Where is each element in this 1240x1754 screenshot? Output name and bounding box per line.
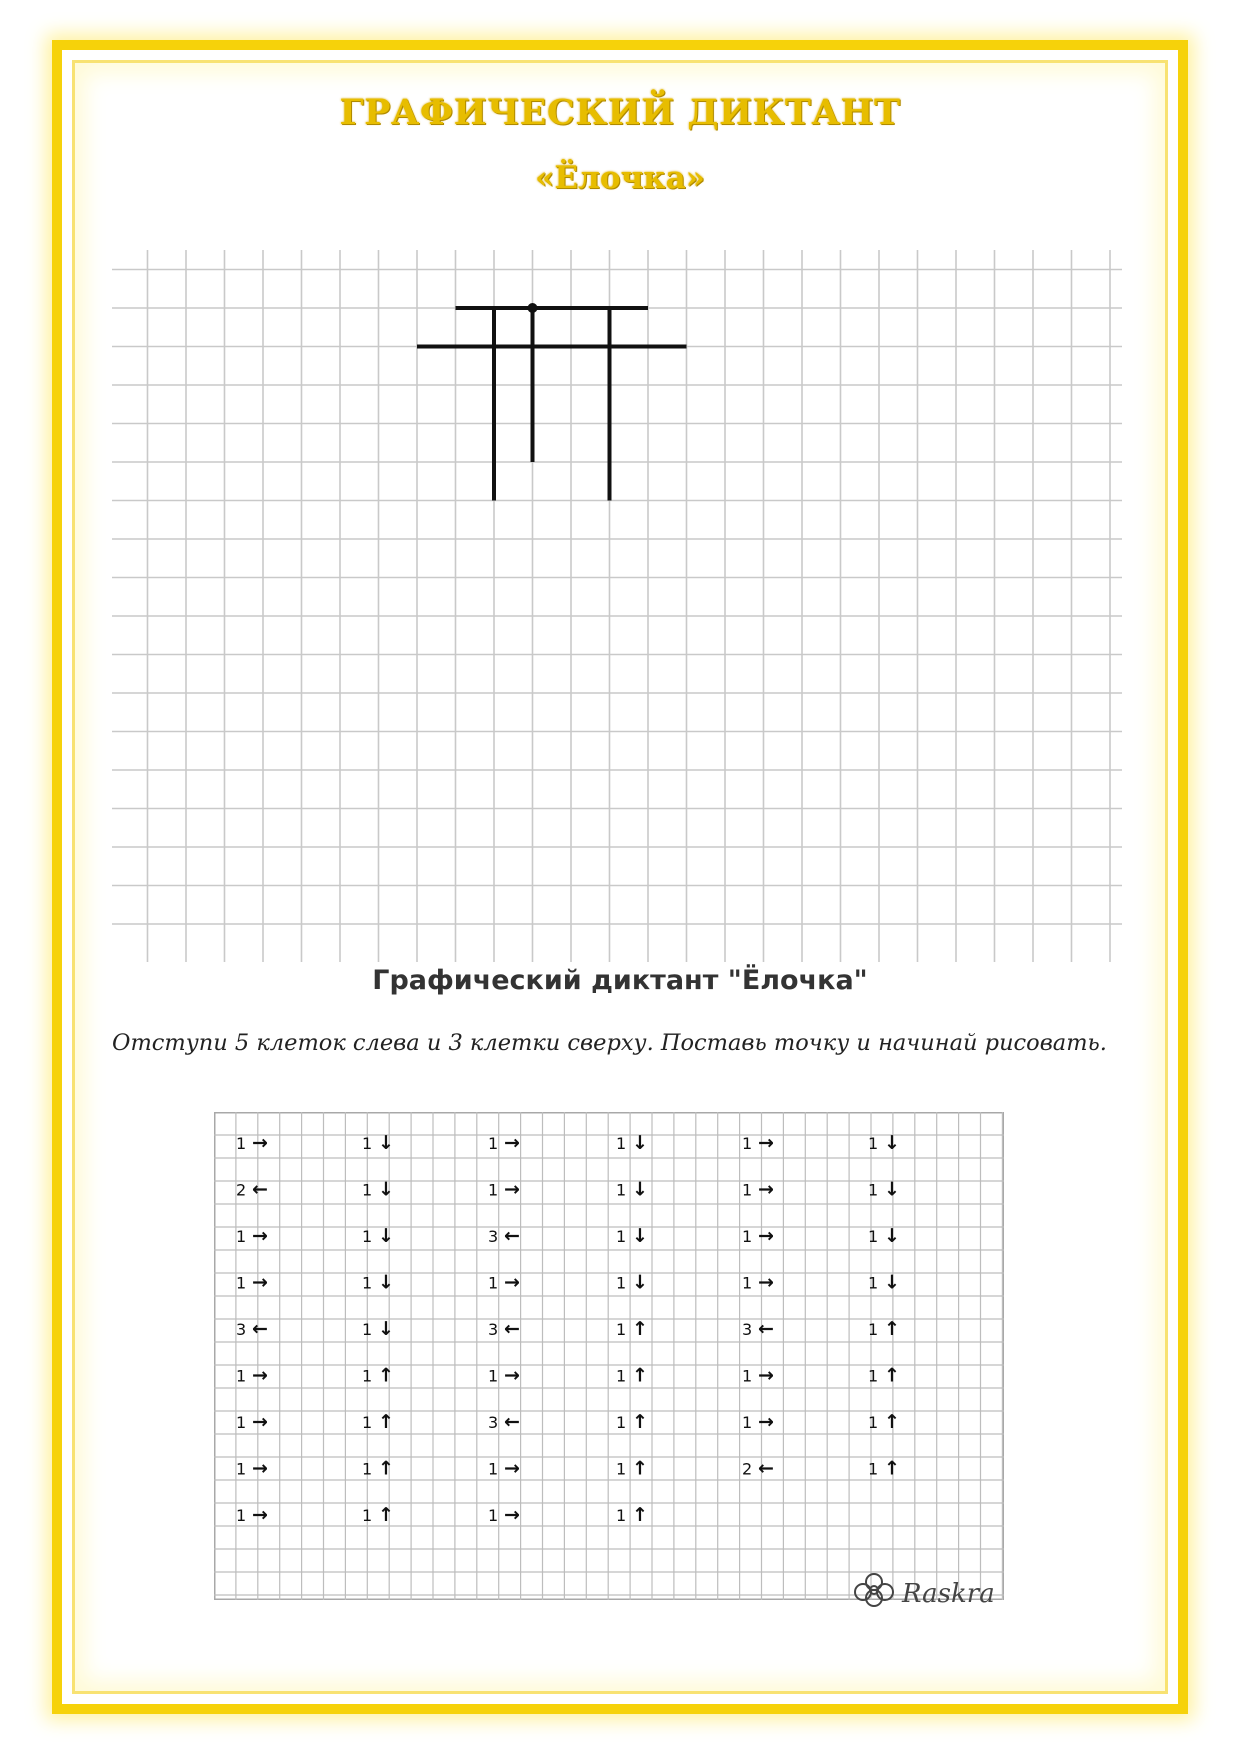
dictation-step	[488, 1318, 520, 1340]
step-arrow: ↓	[378, 1225, 394, 1247]
step-arrow: ↑	[632, 1411, 648, 1433]
dictation-step	[488, 1225, 520, 1247]
dictation-step	[362, 1132, 394, 1154]
step-count: 1	[868, 1320, 879, 1339]
step-count: 1	[488, 1134, 499, 1153]
step-count: 1	[616, 1134, 627, 1153]
dictation-step	[868, 1179, 900, 1201]
dictation-step	[488, 1411, 520, 1433]
dictation-step	[868, 1458, 900, 1480]
step-count: 1	[362, 1413, 373, 1432]
dictation-step	[362, 1411, 394, 1433]
dictation-step	[236, 1365, 268, 1387]
dictation-step	[488, 1458, 520, 1480]
step-count: 1	[488, 1459, 499, 1479]
step-arrow: ↓	[632, 1271, 648, 1294]
dictation-step	[616, 1179, 648, 1201]
step-count: 1	[362, 1180, 373, 1200]
page-subtitle: «Ёлочка»	[534, 160, 706, 196]
dictation-step	[362, 1365, 394, 1387]
step-arrow: →	[252, 1411, 268, 1433]
step-arrow: →	[504, 1504, 520, 1526]
step-arrow: →	[504, 1364, 520, 1387]
step-count: 1	[868, 1227, 879, 1246]
instructions-text: Отступи 5 клеток слева и 3 клетки сверху. Поставь точку и начинай рисовать.	[112, 1030, 1107, 1056]
dictation-step	[616, 1365, 648, 1387]
step-count: 3	[742, 1320, 753, 1339]
step-arrow: ↓	[378, 1132, 394, 1154]
step-arrow: →	[252, 1457, 268, 1480]
step-arrow: ↓	[884, 1132, 900, 1154]
dictation-step	[616, 1458, 648, 1480]
dictation-step	[868, 1411, 900, 1433]
start-point-dot	[528, 303, 538, 313]
dictation-step	[616, 1132, 648, 1154]
step-arrow: →	[252, 1504, 268, 1526]
dictation-step	[616, 1318, 648, 1340]
dictation-step	[742, 1411, 774, 1433]
step-count: 1	[488, 1506, 499, 1525]
step-arrow: ↓	[884, 1178, 900, 1201]
dictation-step	[362, 1179, 394, 1201]
step-count: 1	[362, 1459, 373, 1479]
step-count: 2	[742, 1459, 753, 1479]
step-count: 1	[362, 1320, 373, 1339]
step-arrow: ↑	[884, 1411, 900, 1433]
step-arrow: ←	[252, 1178, 268, 1201]
dictation-step	[742, 1132, 774, 1154]
step-arrow: ↓	[884, 1271, 900, 1294]
step-count: 3	[488, 1227, 499, 1246]
step-count: 3	[488, 1413, 499, 1432]
dictation-step	[488, 1132, 520, 1154]
step-count: 1	[868, 1366, 879, 1386]
dictation-step	[236, 1272, 268, 1294]
step-count: 1	[868, 1180, 879, 1200]
step-count: 1	[868, 1134, 879, 1153]
step-arrow: →	[504, 1132, 520, 1154]
step-count: 1	[616, 1320, 627, 1339]
step-count: 2	[236, 1180, 247, 1200]
step-count: 1	[742, 1273, 753, 1293]
dictation-step	[236, 1318, 268, 1340]
step-arrow: ↑	[632, 1504, 648, 1526]
step-count: 1	[362, 1366, 373, 1386]
dictation-step	[236, 1225, 268, 1247]
dictation-step	[868, 1272, 900, 1294]
dictation-step	[362, 1504, 394, 1526]
watermark-flower-icon	[852, 1572, 1002, 1608]
step-count: 1	[362, 1227, 373, 1246]
step-count: 1	[616, 1459, 627, 1479]
dictation-step	[236, 1179, 268, 1201]
step-arrow: ←	[758, 1318, 774, 1340]
step-arrow: →	[758, 1132, 774, 1154]
dictation-step	[742, 1458, 774, 1480]
step-count: 1	[236, 1506, 247, 1525]
step-count: 1	[236, 1134, 247, 1153]
graph-paper-drawing	[112, 250, 1122, 962]
dictation-step	[616, 1411, 648, 1433]
step-arrow: ↑	[632, 1364, 648, 1387]
step-arrow: ↑	[378, 1411, 394, 1433]
step-arrow: ↑	[632, 1318, 648, 1340]
step-arrow: ←	[504, 1225, 520, 1247]
step-arrow: ↑	[884, 1457, 900, 1480]
step-count: 1	[742, 1413, 753, 1432]
dictation-step	[868, 1132, 900, 1154]
dictation-step	[362, 1318, 394, 1340]
step-arrow: ↓	[378, 1271, 394, 1294]
step-arrow: →	[252, 1225, 268, 1247]
step-count: 1	[742, 1227, 753, 1246]
step-count: 3	[488, 1320, 499, 1339]
step-count: 1	[742, 1180, 753, 1200]
step-count: 1	[616, 1273, 627, 1293]
dictation-step	[616, 1504, 648, 1526]
step-count: 1	[236, 1227, 247, 1246]
dictation-step	[236, 1132, 268, 1154]
step-count: 1	[616, 1180, 627, 1200]
dictation-step	[488, 1504, 520, 1526]
dictation-step	[868, 1365, 900, 1387]
step-count: 1	[616, 1227, 627, 1246]
dictation-step	[616, 1272, 648, 1294]
step-arrow: ←	[252, 1318, 268, 1340]
step-arrow: →	[758, 1411, 774, 1433]
page-title: ГРАФИЧЕСКИЙ ДИКТАНТ	[339, 92, 901, 133]
step-arrow: →	[758, 1178, 774, 1201]
dictation-step	[742, 1225, 774, 1247]
step-arrow: →	[252, 1364, 268, 1387]
dictation-step	[236, 1411, 268, 1433]
picture-caption: Графический диктант "Ёлочка"	[372, 965, 868, 996]
step-count: 1	[488, 1273, 499, 1293]
dictation-steps-table	[214, 1112, 1004, 1600]
step-arrow: ↑	[378, 1457, 394, 1480]
dictation-step	[742, 1318, 774, 1340]
dictation-step	[236, 1458, 268, 1480]
step-count: 3	[236, 1320, 247, 1339]
step-arrow: →	[252, 1271, 268, 1294]
step-count: 1	[742, 1366, 753, 1386]
step-arrow: ↓	[632, 1178, 648, 1201]
step-arrow: →	[252, 1132, 268, 1154]
step-arrow: ←	[504, 1411, 520, 1433]
step-arrow: ↑	[378, 1364, 394, 1387]
step-count: 1	[868, 1413, 879, 1432]
dictation-step	[742, 1272, 774, 1294]
step-count: 1	[362, 1506, 373, 1525]
step-arrow: ↑	[632, 1457, 648, 1480]
step-count: 1	[868, 1459, 879, 1479]
watermark-text: Raskra	[902, 1579, 995, 1608]
step-count: 1	[362, 1273, 373, 1293]
dictation-step	[236, 1504, 268, 1526]
step-count: 1	[742, 1134, 753, 1153]
watermark	[852, 1572, 1002, 1608]
step-arrow: ↓	[378, 1178, 394, 1201]
step-arrow: ↑	[884, 1318, 900, 1340]
step-arrow: ↓	[884, 1225, 900, 1247]
step-count: 1	[616, 1366, 627, 1386]
step-count: 1	[236, 1413, 247, 1432]
dictation-step	[868, 1318, 900, 1340]
step-count: 1	[616, 1413, 627, 1432]
step-arrow: →	[504, 1178, 520, 1201]
step-arrow: →	[504, 1457, 520, 1480]
step-count: 1	[868, 1273, 879, 1293]
step-count: 1	[236, 1273, 247, 1293]
step-count: 1	[362, 1134, 373, 1153]
dictation-step	[742, 1179, 774, 1201]
step-arrow: ←	[758, 1457, 774, 1480]
step-count: 1	[488, 1180, 499, 1200]
step-arrow: ↓	[378, 1318, 394, 1340]
dictation-step	[362, 1458, 394, 1480]
step-arrow: ↓	[632, 1132, 648, 1154]
step-arrow: ←	[504, 1318, 520, 1340]
step-count: 1	[236, 1459, 247, 1479]
dictation-step	[616, 1225, 648, 1247]
step-arrow: ↑	[884, 1364, 900, 1387]
step-arrow: →	[758, 1364, 774, 1387]
dictation-step	[362, 1272, 394, 1294]
step-arrow: ↓	[632, 1225, 648, 1247]
dictation-step	[362, 1225, 394, 1247]
step-count: 1	[236, 1366, 247, 1386]
dictation-step	[868, 1225, 900, 1247]
dictation-step	[488, 1272, 520, 1294]
step-arrow: ↑	[378, 1504, 394, 1526]
step-arrow: →	[758, 1271, 774, 1294]
step-arrow: →	[758, 1225, 774, 1247]
step-count: 1	[616, 1506, 627, 1525]
dictation-step	[488, 1365, 520, 1387]
step-count: 1	[488, 1366, 499, 1386]
dictation-step	[488, 1179, 520, 1201]
dictation-step	[742, 1365, 774, 1387]
step-arrow: →	[504, 1271, 520, 1294]
